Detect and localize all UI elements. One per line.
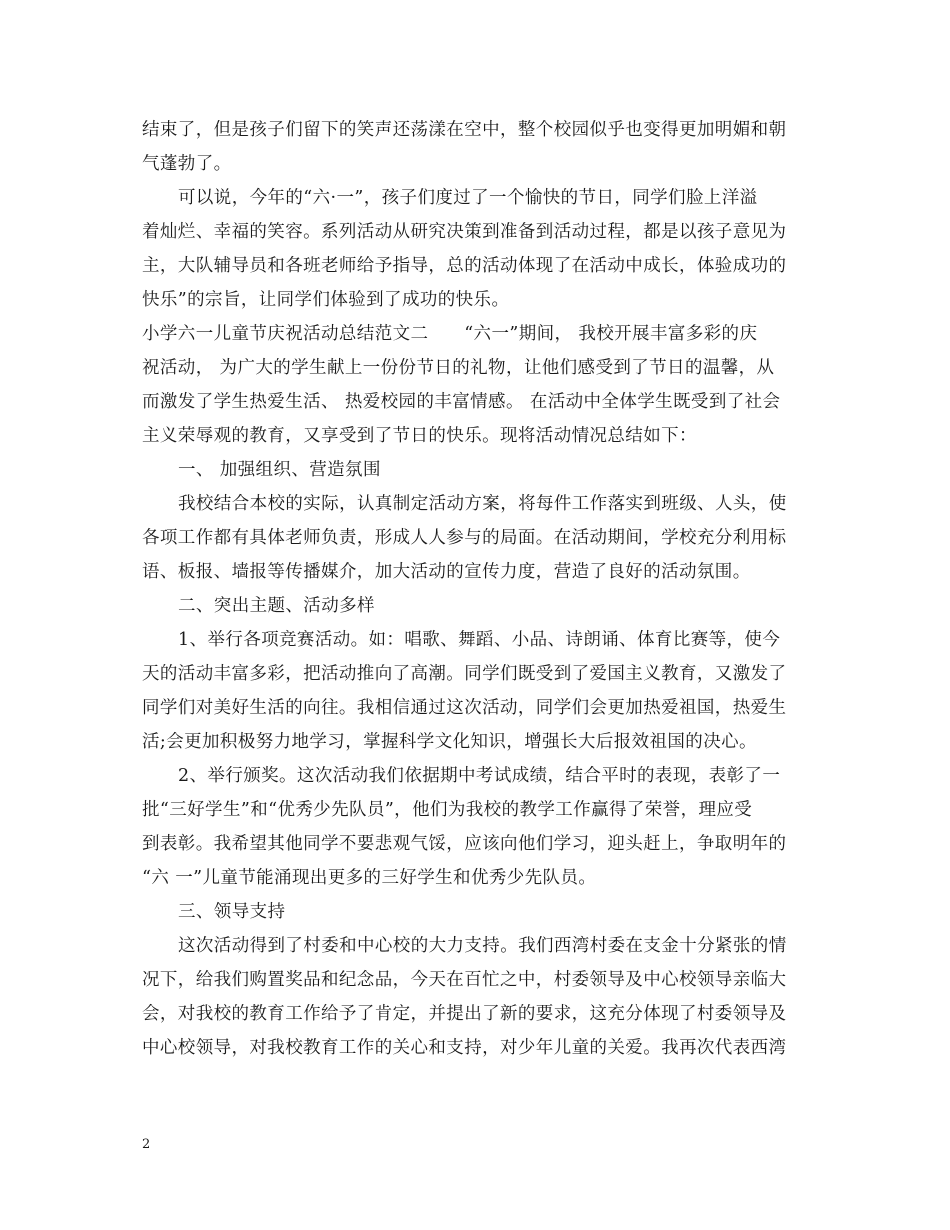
text-line: 会，对我校的教育工作给予了肯定，并提出了新的要求，这充分体现了村委领导及	[142, 1004, 787, 1024]
text-line: 结束了，但是孩子们留下的笑声还荡漾在空中，整个校园似乎也变得更加明媚和朝	[142, 120, 787, 140]
text-line: 中心校领导，对我校教育工作的关心和支持，对少年儿童的关爱。我再次代表西湾	[142, 1038, 787, 1058]
text-line: 到表彰。我希望其他同学不要悲观气馁，应该向他们学习，迎头赶上，争取明年的	[142, 834, 787, 854]
text-line: 批“三好学生”和“优秀少先队员”，他们为我校的教学工作赢得了荣誉，理应受	[142, 800, 753, 820]
text-line: 而激发了学生热爱生活、 热爱校园的丰富情感。 在活动中全体学生既受到了社会	[142, 392, 781, 412]
text-line: 各项工作都有具体老师负责，形成人人参与的局面。在活动期间，学校充分利用标	[142, 528, 787, 548]
paragraph-start-line: 这次活动得到了村委和中心校的大力支持。我们西湾村委在支金十分紧张的情	[178, 936, 787, 956]
text-line: 况下，给我们购置奖品和纪念品，今天在百忙之中，村委领导及中心校领导亲临大	[142, 970, 787, 990]
text-line: 祝活动， 为广大的学生献上一份份节日的礼物，让他们感受到了节日的温馨，从	[142, 358, 775, 378]
text-line: 语、板报、墙报等传播媒介，加大活动的宣传力度，营造了良好的活动氛围。	[142, 562, 751, 582]
text-line: 主，大队辅导员和各班老师给予指导，总的活动体现了在活动中成长，体验成功的	[142, 256, 787, 276]
text-line: “六 一”儿童节能涌现出更多的三好学生和优秀少先队员。	[142, 868, 597, 888]
paragraph-start-line: 我校结合本校的实际，认真制定活动方案，将每件工作落实到班级、人头，使	[178, 494, 787, 514]
text-line: 活;会更加积极努力地学习，掌握科学文化知识，增强长大后报效祖国的决心。	[142, 732, 757, 752]
paragraph-start-line: 1、举行各项竞赛活动。如：唱歌、舞蹈、小品、诗朗诵、体育比赛等，使今	[178, 630, 781, 650]
text-line: 主义荣辱观的教育，又享受到了节日的快乐。现将活动情况总结如下：	[142, 426, 697, 446]
text-line: 快乐”的宗旨，让同学们体验到了成功的快乐。	[142, 290, 510, 310]
section-title-line: 小学六一儿童节庆祝活动总结范文二 “六一”期间， 我校开展丰富多彩的庆	[142, 324, 758, 344]
heading-line: 二、突出主题、活动多样	[178, 596, 375, 616]
text-line: 着灿烂、幸福的笑容。系列活动从研究决策到准备到活动过程，都是以孩子意见为	[142, 222, 787, 242]
body-text	[142, 113, 810, 1065]
page-number: 2	[142, 1137, 151, 1152]
paragraph-start-line: 2、举行颁奖。这次活动我们依据期中考试成绩，结合平时的表现，表彰了一	[178, 766, 781, 786]
heading-line: 一、 加强组织、营造氛围	[178, 460, 381, 480]
paragraph-start-line: 可以说，今年的“六·一”，孩子们度过了一个愉快的节日，同学们脸上洋溢	[178, 188, 758, 208]
text-line: 天的活动丰富多彩，把活动推向了高潮。同学们既受到了爱国主义教育，又激发了	[142, 664, 787, 684]
text-line: 同学们对美好生活的向往。我相信通过这次活动，同学们会更加热爱祖国，热爱生	[142, 698, 787, 718]
heading-line: 三、领导支持	[178, 902, 286, 922]
text-line: 气蓬勃了。	[142, 154, 232, 174]
